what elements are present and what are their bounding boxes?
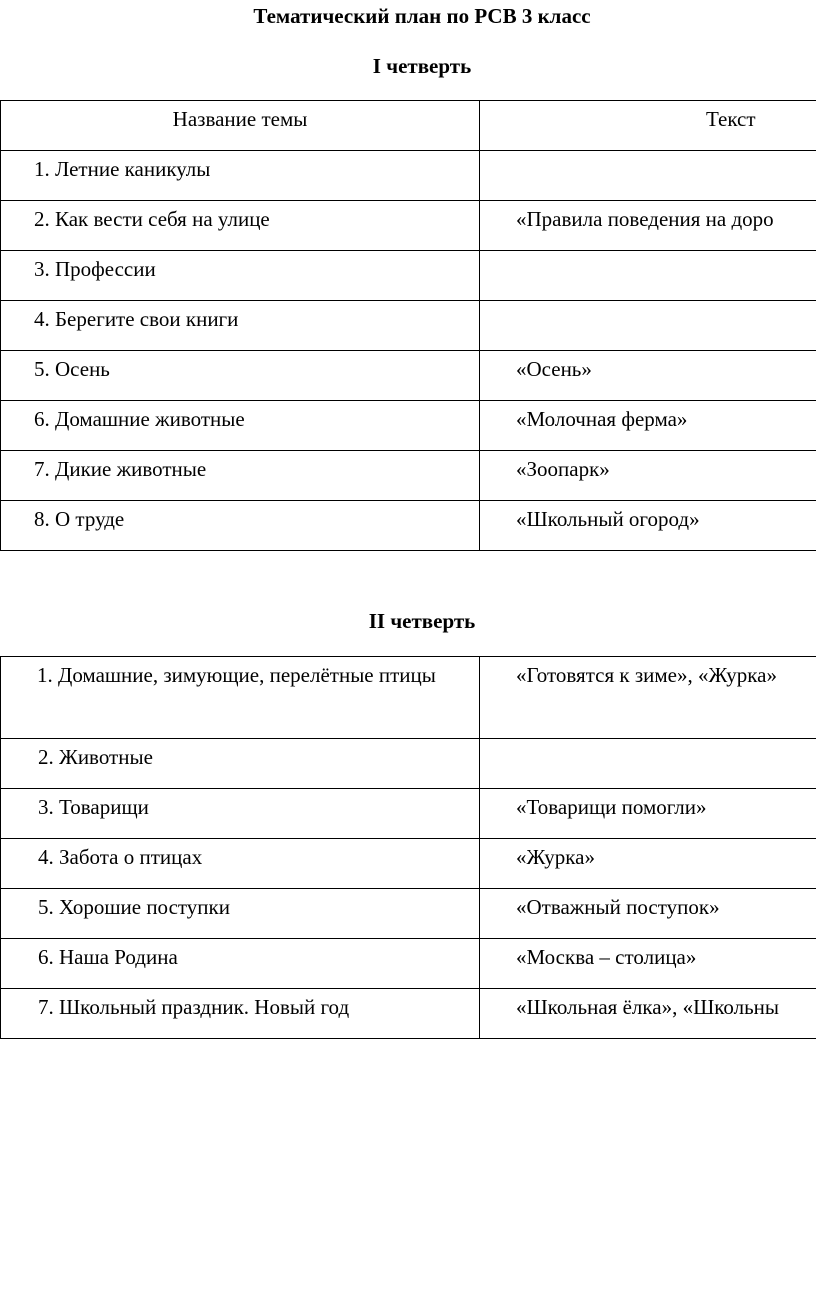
table-row — [1, 989, 816, 1039]
text-cell — [480, 501, 816, 551]
topic-label: 3. Профессии — [34, 257, 156, 281]
topic-label: 7. Дикие животные — [34, 457, 207, 481]
table-row — [1, 789, 816, 839]
text-cell — [480, 989, 816, 1039]
topic-cell — [1, 657, 480, 739]
topic-cell — [1, 201, 480, 251]
table-row — [1, 151, 816, 201]
quarter-1-title: I четверть — [372, 54, 472, 78]
topic-label: 2. Как вести себя на улице — [34, 207, 270, 231]
header-text-cell — [480, 101, 816, 151]
topic-label: 6. Домашние животные — [34, 407, 245, 431]
topic-label: 3. Товарищи — [38, 795, 149, 819]
topic-cell — [1, 939, 480, 989]
header-topic: Название темы — [172, 107, 308, 131]
topic-label: 5. Осень — [34, 357, 110, 381]
quarter-2-title: II четверть — [368, 609, 476, 633]
topic-label: 2. Животные — [38, 745, 153, 769]
table-header-row — [1, 101, 816, 151]
text-label: «Готовятся к зиме», «Журка» — [516, 663, 777, 687]
text-label: «Товарищи помогли» — [516, 795, 707, 819]
text-label: «Школьная ёлка», «Школьны — [516, 995, 780, 1019]
text-label — [480, 251, 816, 254]
text-cell — [480, 839, 816, 889]
text-label: «Молочная ферма» — [516, 407, 688, 431]
topic-cell — [1, 739, 480, 789]
header-text: Текст — [706, 107, 756, 131]
topic-cell — [1, 839, 480, 889]
topic-cell — [1, 451, 480, 501]
topic-cell — [1, 351, 480, 401]
quarter-2-table — [0, 656, 816, 1039]
text-label: «Правила поведения на доро — [516, 207, 774, 231]
text-cell — [480, 889, 816, 939]
topic-label: 5. Хорошие поступки — [38, 895, 230, 919]
quarter-1-table — [0, 100, 816, 551]
topic-cell — [1, 301, 480, 351]
table-row — [1, 657, 816, 739]
text-cell — [480, 151, 816, 201]
text-label: «Школьный огород» — [516, 507, 700, 531]
text-label: «Отважный поступок» — [516, 895, 720, 919]
topic-label: 8. О труде — [34, 507, 125, 531]
topic-cell — [1, 401, 480, 451]
topic-cell — [1, 889, 480, 939]
topic-label: 4. Забота о птицах — [38, 845, 203, 869]
topic-cell — [1, 789, 480, 839]
table-row — [1, 351, 816, 401]
text-cell — [480, 251, 816, 301]
table-row — [1, 451, 816, 501]
topic-cell — [1, 501, 480, 551]
topic-label: 1. Домашние, зимующие, перелётные птицы — [37, 663, 436, 687]
table-row — [1, 889, 816, 939]
text-cell — [480, 351, 816, 401]
table-row — [1, 251, 816, 301]
topic-label: 1. Летние каникулы — [34, 157, 211, 181]
text-cell — [480, 739, 816, 789]
text-cell — [480, 301, 816, 351]
table-row — [1, 201, 816, 251]
text-label: «Осень» — [516, 357, 592, 381]
table-row — [1, 739, 816, 789]
text-label: «Москва – столица» — [516, 945, 697, 969]
topic-cell — [1, 989, 480, 1039]
table-row — [1, 839, 816, 889]
table-row — [1, 501, 816, 551]
table-row — [1, 939, 816, 989]
text-label: «Зоопарк» — [516, 457, 610, 481]
topic-cell — [1, 151, 480, 201]
table-row — [1, 301, 816, 351]
page-title: Тематический план по РСВ 3 класс — [253, 4, 591, 28]
text-label — [480, 301, 816, 304]
text-cell — [480, 451, 816, 501]
topic-label: 4. Берегите свои книги — [34, 307, 239, 331]
text-cell — [480, 939, 816, 989]
topic-label: 7. Школьный праздник. Новый год — [38, 995, 350, 1019]
table-row — [1, 401, 816, 451]
text-cell — [480, 201, 816, 251]
text-label — [480, 739, 816, 742]
text-label: «Журка» — [516, 845, 595, 869]
topic-cell — [1, 251, 480, 301]
text-label — [480, 151, 816, 154]
text-cell — [480, 401, 816, 451]
header-topic-cell — [1, 101, 480, 151]
topic-label: 6. Наша Родина — [38, 945, 178, 969]
text-cell — [480, 657, 816, 739]
text-cell — [480, 789, 816, 839]
